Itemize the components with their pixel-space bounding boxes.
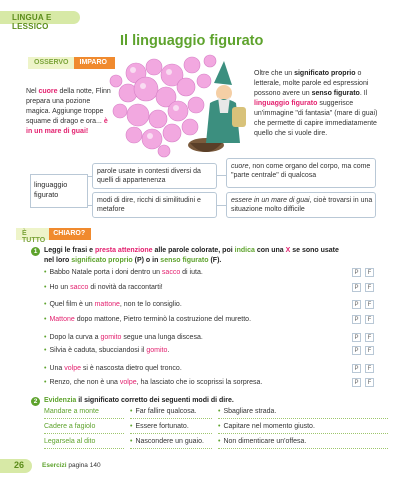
f-checkbox[interactable]: F: [365, 378, 374, 387]
tutto-chiaro-label: [16, 228, 86, 244]
chiaro-label: CHIARO?: [49, 228, 91, 240]
section-tag: LINGUA E LESSICO: [0, 11, 80, 24]
idiom-option[interactable]: • Capitare nel momento giusto.: [218, 421, 388, 434]
exercise-1-instruction-2: nel loro significato proprio (P) o in senso figurato (F).: [44, 257, 222, 264]
f-checkbox[interactable]: F: [365, 346, 374, 355]
scheme-root: linguaggio figurato: [30, 174, 88, 208]
exercise-1-row: • Dopo la curva a gomito segue una lunga discesa.: [44, 334, 203, 341]
exercise-2-instruction: Evidenzia il significato corretto dei seguenti modi di dire.: [44, 397, 234, 404]
page-number: 26: [0, 459, 32, 473]
definition-text: Oltre che un significato proprio o letterale, molte parole ed espressioni possono avere un senso figurato. Il linguaggio figurato suggerisce un'immagine "di fantasia" (mare di guai) che permette di capire immediatamente quello che si vuole dire.: [254, 70, 378, 137]
p-checkbox[interactable]: P: [352, 300, 361, 309]
p-checkbox[interactable]: P: [352, 346, 361, 355]
idiom-option[interactable]: • Essere fortunato.: [130, 421, 212, 434]
p-checkbox[interactable]: P: [352, 333, 361, 342]
exercise-1-row: • Babbo Natale porta i doni dentro un sacco di iuta.: [44, 269, 203, 276]
exercise-1-instruction: Leggi le frasi e presta attenzione alle parole colorate, poi indica con una X se sono usate: [44, 247, 339, 254]
tutto-label: È TUTTO: [16, 228, 49, 240]
page-title: Il linguaggio figurato: [120, 33, 264, 49]
idiom-phrase: Mandare a monte: [44, 406, 124, 419]
f-checkbox[interactable]: F: [365, 300, 374, 309]
exercise-1-row: • Mattone dopo mattone, Pietro terminò la costruzione del muretto.: [44, 316, 252, 323]
exercise-1-row: • Una volpe si è nascosta dietro quel tronco.: [44, 365, 182, 372]
p-checkbox[interactable]: P: [352, 364, 361, 373]
exercises-reference: Esercizi pagina 140: [42, 462, 101, 469]
idiom-option[interactable]: • Non dimenticare un'offesa.: [218, 436, 388, 449]
osservo-label: OSSERVO: [28, 57, 74, 69]
p-checkbox[interactable]: P: [352, 268, 361, 277]
intro-paragraph: Nel cuore della notte, Flinn prepara una pozione magica. Aggiunge troppe squame di drago e ora... è in un mare di guai!: [26, 88, 111, 135]
f-checkbox[interactable]: F: [365, 333, 374, 342]
scheme-example-2: essere in un mare di guai, cioè trovarsi in una situazione molto difficile: [226, 192, 376, 218]
osservo-imparo-label: [28, 57, 114, 69]
scheme-example-1: cuore, non come organo del corpo, ma come "parte centrale" di qualcosa: [226, 158, 376, 188]
idiom-option[interactable]: • Nascondere un guaio.: [130, 436, 212, 449]
exercise-1-row: • Silvia è caduta, sbucciandosi il gomito.: [44, 347, 170, 354]
f-checkbox[interactable]: F: [365, 268, 374, 277]
scheme-branch-2: modi di dire, ricchi di similitudini e metafore: [92, 192, 217, 218]
exercise-1-row: • Quel film è un mattone, non te lo consiglio.: [44, 301, 182, 308]
exercise-1-row: • Ho un sacco di novità da raccontarti!: [44, 284, 163, 291]
idiom-option[interactable]: • Far fallire qualcosa.: [130, 406, 212, 419]
imparo-label: IMPARO: [74, 57, 115, 69]
p-checkbox[interactable]: P: [352, 378, 361, 387]
connector-line: [217, 205, 226, 206]
idiom-phrase: Cadere a fagiolo: [44, 421, 124, 434]
f-checkbox[interactable]: F: [365, 364, 374, 373]
f-checkbox[interactable]: F: [365, 315, 374, 324]
p-checkbox[interactable]: P: [352, 315, 361, 324]
scheme-branch-1: parole usate in contesti diversi da quelli di appartenenza: [92, 163, 217, 189]
exercise-1-number: 1: [31, 247, 40, 256]
exercise-1-row: • Renzo, che non è una volpe, ha lasciato che io scoprissi la sorpresa.: [44, 379, 263, 386]
idiom-option[interactable]: • Sbagliare strada.: [218, 406, 388, 419]
f-checkbox[interactable]: F: [365, 283, 374, 292]
wizard-illustration: [106, 53, 254, 159]
connector-line: [217, 175, 226, 176]
idiom-phrase: Legarsela al dito: [44, 436, 124, 449]
exercise-2-number: 2: [31, 397, 40, 406]
p-checkbox[interactable]: P: [352, 283, 361, 292]
